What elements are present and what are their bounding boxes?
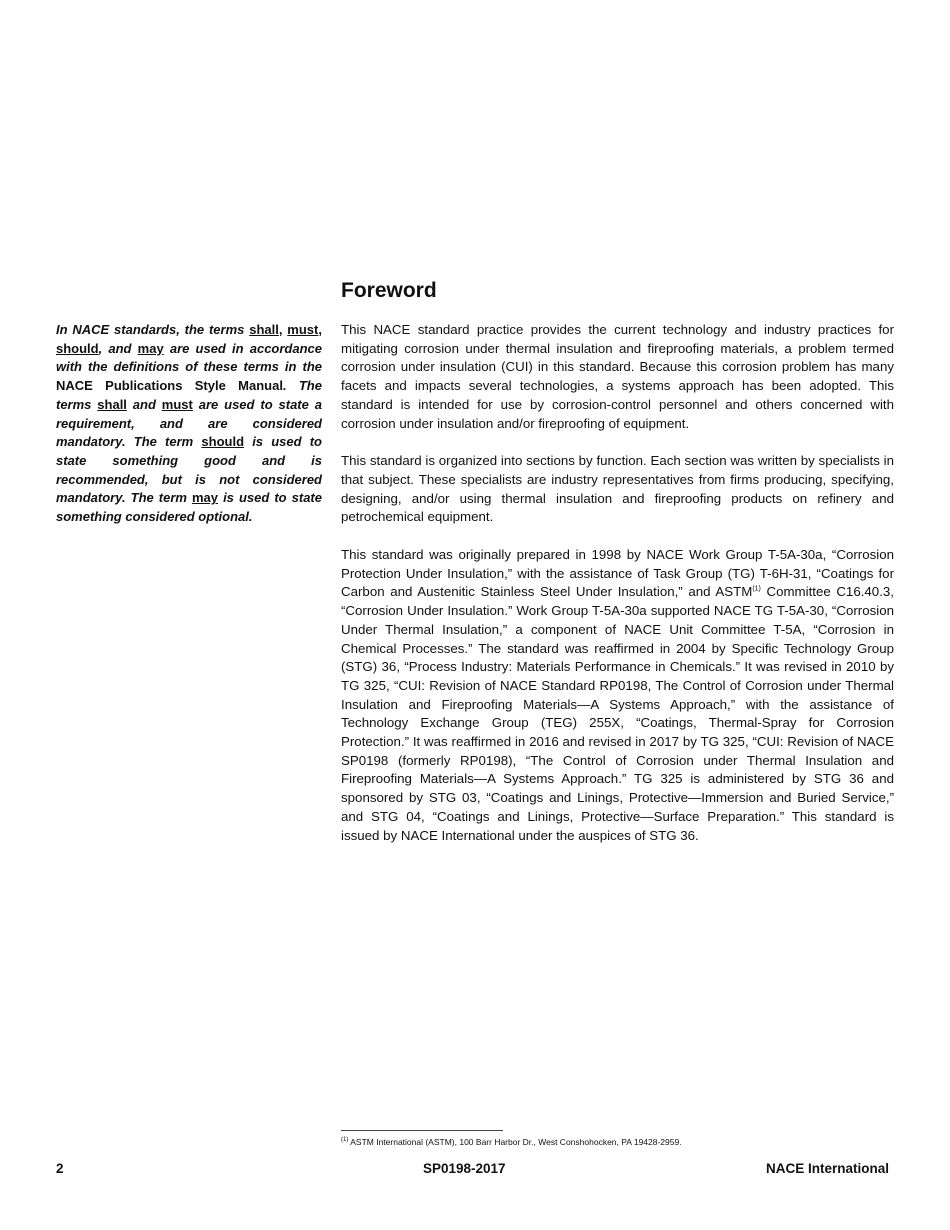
- term-must: must: [287, 322, 319, 337]
- term-should: should: [201, 434, 245, 450]
- term-should: should: [56, 340, 99, 356]
- note-text: are used in accordance with the definitions of these terms in the: [56, 340, 322, 375]
- foreword-section: [341, 278, 894, 864]
- term-shall: shall: [249, 322, 279, 337]
- foreword-paragraph-1: This NACE standard practice provides the current technology and industry practices for mitigating corrosion under thermal insulation and fireproofing materials, a problem termed corrosion under insulation (CUI) in this standard. Because this corrosion problem has many facets and impacts several technologies, a systems approach has been adopted. This standard is intended for use by corrosion-control personnel and others concerned with corrosion under insulation and/or fireproofing of equipment.: [341, 322, 894, 431]
- term-may: may: [137, 340, 164, 356]
- section-title: Foreword: [341, 279, 437, 302]
- term-shall: shall: [97, 396, 127, 412]
- footnote-text: ASTM International (ASTM), 100 Barr Harbor Dr., West Conshohocken, PA 19428-2959.: [348, 1136, 682, 1147]
- note-text: In NACE standards, the terms: [56, 322, 250, 337]
- note-text: is used to state something considered optional.: [56, 490, 322, 525]
- footnote-marker: (1): [341, 1137, 349, 1143]
- style-manual-title: NACE Publications Style Manual: [56, 378, 283, 394]
- footnote-reference: (1): [752, 586, 761, 594]
- page-number: 2: [56, 1161, 64, 1176]
- note-text: , and: [98, 340, 138, 356]
- terms-definition-note: [56, 321, 322, 527]
- note-text: . The terms: [56, 378, 322, 412]
- document-id: SP0198-2017: [423, 1161, 506, 1176]
- foreword-paragraph-3: [341, 546, 894, 845]
- foreword-paragraph-2: This standard is organized into sections by function. Each section was written by specialists in that subject. These specialists are industry representatives from firms producing, specifying, designing, and/or using thermal insulation and fireproofing products on refinery and petrochemical equipment.: [341, 453, 894, 525]
- note-text: is used to state something good and is recommended, but is not considered mandatory. The term: [56, 434, 322, 506]
- note-text: ,: [318, 322, 322, 337]
- term-must: must: [161, 396, 193, 412]
- footnote-divider: [341, 1130, 503, 1131]
- paragraph-text: This standard was originally prepared in 1998 by NACE Work Group T-5A-30a, “Corrosion Protection Under Insulation,” with the assistance of Task Group (TG) T-6H-31, “Coatings for Carbon and Austenitic Stainless Steel Under Insulation,” and ASTM: [341, 547, 894, 600]
- term-may: may: [192, 490, 219, 506]
- publisher-name: NACE International: [765, 1161, 889, 1176]
- footnote: [341, 1135, 894, 1148]
- note-text: ,: [278, 322, 288, 337]
- note-text: are used to state a requirement, and are considered mandatory. The term: [56, 396, 322, 450]
- paragraph-text: Committee C16.40.3, “Corrosion Under Insulation.” Work Group T-5A-30a supported NACE TG T-5A-30, “Corrosion Under Thermal Insulation,” a component of NACE Unit Committee T-5A, “Corrosion in Chemical Processes.” The standard was reaffirmed in 2004 by Specific Technology Group (STG) 36, “Process Industry: Materials Performance in Chemicals.” It was revised in 2010 by TG 325, “CUI: Revision of NACE Standard RP0198, The Control of Corrosion under Thermal Insulation and Fireproofing Materials—A Systems Approach,” with the assistance of Technology Exchange Group (TEG) 255X, “Coatings, Thermal-Spray for Corrosion Protection.” It was reaffirmed in 2016 and revised in 2017 by TG 325, “CUI: Revision of NACE SP0198 (formerly RP0198), “The Control of Corrosion under Thermal Insulation and Fireproofing Materials—A Systems Approach.” TG 325 is administered by STG 36 and sponsored by STG 03, “Coatings and Linings, Protective—Immersion and Buried Service,” and STG 04, “Coatings and Linings, Protective—Surface Preparation.” This standard is issued by NACE International under the auspices of STG 36.: [341, 584, 894, 843]
- note-text: and: [126, 396, 162, 412]
